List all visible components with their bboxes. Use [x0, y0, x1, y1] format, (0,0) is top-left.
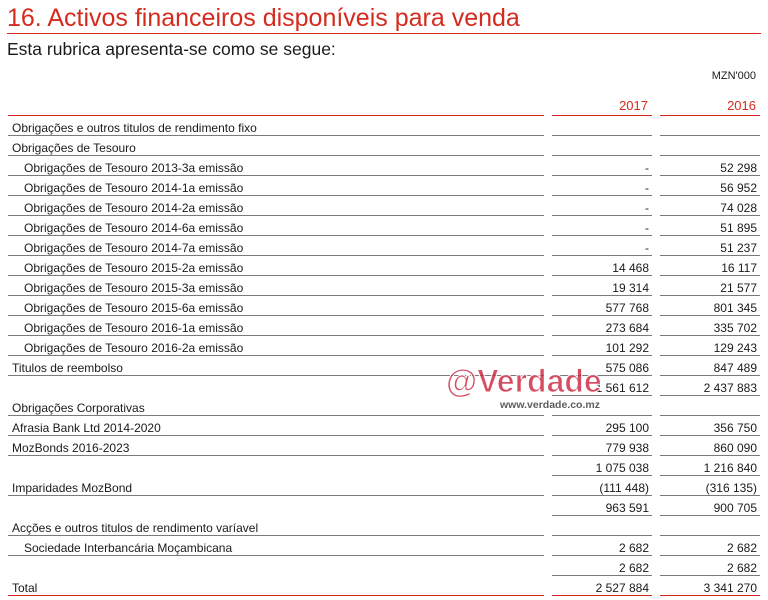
column-gap: [544, 576, 552, 596]
column-gap: [544, 156, 552, 176]
section-subtitle: Esta rubrica apresenta-se como se segue:: [7, 39, 336, 59]
table-row: [8, 196, 760, 216]
row-label: [8, 456, 544, 476]
unit-label: MZN'000: [711, 70, 756, 82]
column-gap: [544, 516, 552, 536]
value-2016: 51 237: [660, 236, 760, 256]
table-row: [8, 556, 760, 576]
column-header-2017: 2017: [552, 97, 652, 116]
column-gap: [544, 336, 552, 356]
row-label: Obrigações de Tesouro 2016-1a emissão: [8, 316, 544, 336]
row-label: Obrigações de Tesouro 2013-3a emissão: [8, 156, 544, 176]
row-label: Obrigações de Tesouro 2015-3a emissão: [8, 276, 544, 296]
financial-assets-table: [8, 97, 760, 596]
row-label: MozBonds 2016-2023: [8, 436, 544, 456]
column-gap: [652, 376, 660, 396]
column-gap: [544, 416, 552, 436]
column-gap: [652, 516, 660, 536]
table-row: [8, 296, 760, 316]
table-row: [8, 216, 760, 236]
table-row: [8, 456, 760, 476]
value-2016: 2 437 883: [660, 376, 760, 396]
value-2016: 335 702: [660, 316, 760, 336]
column-gap: [652, 396, 660, 416]
table-row: [8, 436, 760, 456]
value-2016: 860 090: [660, 436, 760, 456]
column-gap: [544, 556, 552, 576]
row-label: Total: [8, 576, 544, 596]
value-2016: 51 895: [660, 216, 760, 236]
value-2017: 963 591: [552, 496, 652, 516]
table-header-row: [8, 97, 760, 116]
row-label: Obrigações de Tesouro 2014-6a emissão: [8, 216, 544, 236]
table-row: [8, 496, 760, 516]
table-row: [8, 376, 760, 396]
value-2017: 14 468: [552, 256, 652, 276]
column-gap: [652, 256, 660, 276]
column-gap: [544, 176, 552, 196]
column-gap: [544, 396, 552, 416]
value-2016: [660, 396, 760, 416]
value-2016: 801 345: [660, 296, 760, 316]
column-gap: [652, 136, 660, 156]
value-2016: [660, 136, 760, 156]
value-2016: 56 952: [660, 176, 760, 196]
table-row: [8, 176, 760, 196]
column-gap: [544, 236, 552, 256]
value-2017: -: [552, 236, 652, 256]
value-2016: 74 028: [660, 196, 760, 216]
column-gap: [544, 296, 552, 316]
value-2017: 2 682: [552, 556, 652, 576]
value-2016: 2 682: [660, 536, 760, 556]
value-2016: (316 135): [660, 476, 760, 496]
value-2017: 19 314: [552, 276, 652, 296]
column-gap: [544, 356, 552, 376]
row-label: Obrigações de Tesouro: [8, 136, 544, 156]
column-gap: [652, 116, 660, 136]
value-2016: 356 750: [660, 416, 760, 436]
title-rule: [7, 33, 761, 34]
row-label: [8, 496, 544, 516]
row-label: [8, 376, 544, 396]
table-row: [8, 516, 760, 536]
column-gap: [544, 256, 552, 276]
value-2016: 21 577: [660, 276, 760, 296]
column-gap: [544, 476, 552, 496]
value-2016: [660, 516, 760, 536]
table-row: [8, 236, 760, 256]
column-header-2016: 2016: [660, 97, 760, 116]
value-2017: [552, 116, 652, 136]
value-2016: 900 705: [660, 496, 760, 516]
value-2016: [660, 116, 760, 136]
row-label: Sociedade Interbancária Moçambicana: [8, 536, 544, 556]
value-2016: 3 341 270: [660, 576, 760, 596]
column-gap: [544, 376, 552, 396]
value-2017: (111 448): [552, 476, 652, 496]
table-row: [8, 416, 760, 436]
row-label: [8, 556, 544, 576]
value-2017: 273 684: [552, 316, 652, 336]
value-2017: 779 938: [552, 436, 652, 456]
watermark-brand: @Verdade: [446, 363, 602, 399]
row-label: Obrigações e outros titulos de rendimento fixo: [8, 116, 544, 136]
value-2017: 2 682: [552, 536, 652, 556]
value-2017: 575 086: [552, 356, 652, 376]
column-gap: [652, 436, 660, 456]
column-gap: [544, 436, 552, 456]
row-label: Acções e outros titulos de rendimento varíavel: [8, 516, 544, 536]
value-2017: 295 100: [552, 416, 652, 436]
column-gap: [652, 536, 660, 556]
table-row: [8, 156, 760, 176]
watermark-url: www.verdade.co.mz: [500, 399, 600, 411]
table-row: [8, 536, 760, 556]
row-label: Obrigações de Tesouro 2014-1a emissão: [8, 176, 544, 196]
column-gap: [652, 416, 660, 436]
value-2017: [552, 516, 652, 536]
column-gap: [544, 196, 552, 216]
value-2017: [552, 136, 652, 156]
column-gap: [652, 356, 660, 376]
value-2017: 1 561 612: [552, 376, 652, 396]
table-total-row: [8, 576, 760, 596]
value-2016: 52 298: [660, 156, 760, 176]
column-gap: [544, 276, 552, 296]
row-label: Imparidades MozBond: [8, 476, 544, 496]
row-label: Obrigações de Tesouro 2014-2a emissão: [8, 196, 544, 216]
value-2017: 2 527 884: [552, 576, 652, 596]
value-2017: -: [552, 196, 652, 216]
column-gap: [652, 196, 660, 216]
value-2016: 129 243: [660, 336, 760, 356]
column-gap: [652, 156, 660, 176]
row-label: Obrigações de Tesouro 2015-6a emissão: [8, 296, 544, 316]
column-gap: [652, 576, 660, 596]
row-label: Obrigações de Tesouro 2016-2a emissão: [8, 336, 544, 356]
row-label: Afrasia Bank Ltd 2014-2020: [8, 416, 544, 436]
column-gap: [544, 456, 552, 476]
section-title: 16. Activos financeiros disponíveis para venda: [7, 4, 520, 32]
table-row: [8, 336, 760, 356]
row-label: Obrigações de Tesouro 2014-7a emissão: [8, 236, 544, 256]
value-2017: 101 292: [552, 336, 652, 356]
value-2017: -: [552, 176, 652, 196]
column-gap: [652, 276, 660, 296]
value-2016: 16 117: [660, 256, 760, 276]
column-gap: [652, 476, 660, 496]
row-label: Obrigações de Tesouro 2015-2a emissão: [8, 256, 544, 276]
column-gap: [544, 116, 552, 136]
column-gap: [652, 496, 660, 516]
table-row: [8, 256, 760, 276]
table-row: [8, 316, 760, 336]
column-gap: [544, 316, 552, 336]
column-gap: [544, 496, 552, 516]
table-row: [8, 116, 760, 136]
row-label: Titulos de reembolso: [8, 356, 544, 376]
value-2017: 577 768: [552, 296, 652, 316]
table-row: [8, 276, 760, 296]
value-2017: [552, 396, 652, 416]
table-row: [8, 356, 760, 376]
value-2016: 1 216 840: [660, 456, 760, 476]
column-gap: [544, 136, 552, 156]
column-gap: [544, 536, 552, 556]
table-row: [8, 476, 760, 496]
column-gap: [652, 556, 660, 576]
row-label: Obrigações Corporativas: [8, 396, 544, 416]
table-row: [8, 396, 760, 416]
value-2017: -: [552, 216, 652, 236]
column-gap: [652, 216, 660, 236]
table-row: [8, 136, 760, 156]
value-2017: -: [552, 156, 652, 176]
column-gap: [652, 296, 660, 316]
column-gap: [652, 316, 660, 336]
value-2017: 1 075 038: [552, 456, 652, 476]
column-gap: [652, 176, 660, 196]
column-gap: [544, 216, 552, 236]
value-2016: 847 489: [660, 356, 760, 376]
column-gap: [652, 456, 660, 476]
header-label-cell: [8, 97, 544, 116]
column-gap: [652, 336, 660, 356]
column-gap: [652, 236, 660, 256]
value-2016: 2 682: [660, 556, 760, 576]
